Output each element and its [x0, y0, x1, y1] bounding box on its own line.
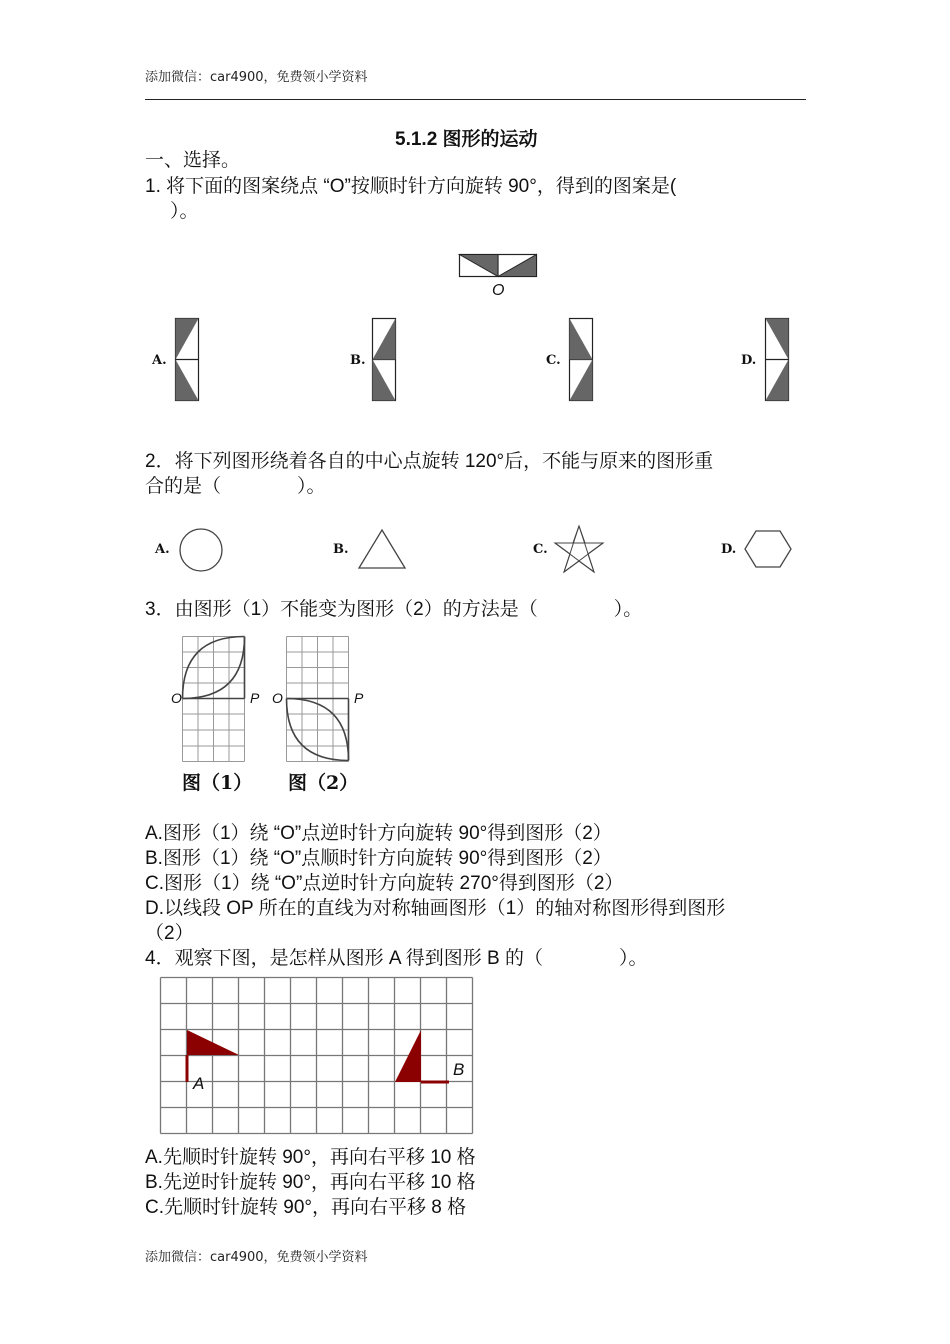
q3-figure-1-grid: [182, 636, 248, 766]
q1-option-c-figure[interactable]: [569, 318, 594, 402]
q2-option-b-label[interactable]: B.: [333, 542, 349, 557]
q4-choice-c[interactable]: C.先顺时针旋转 90°，再向右平移 8 格: [145, 1197, 467, 1218]
q3-figure-2-grid: [286, 636, 352, 766]
q1-point-o-label: O: [492, 282, 505, 299]
circle-icon[interactable]: [178, 527, 226, 575]
q3-choice-a[interactable]: A.图形（1）绕 “O”点逆时针方向旋转 90°得到图形（2）: [145, 823, 612, 844]
q4-label-b: B: [453, 1060, 465, 1079]
q3-choice-b[interactable]: B.图形（1）绕 “O”点顺时针方向旋转 90°得到图形（2）: [145, 848, 612, 869]
q2-option-a-label[interactable]: A.: [155, 542, 170, 557]
section-heading: 一、选择。: [145, 150, 241, 171]
q4-choice-b[interactable]: B.先逆时针旋转 90°，再向右平移 10 格: [145, 1172, 476, 1193]
q1-option-b-figure[interactable]: [372, 318, 397, 402]
q2-line2: 合的是（ ）。: [145, 476, 326, 497]
q4-grid-figure: [159, 976, 477, 1136]
q2-option-c-label[interactable]: C.: [533, 542, 548, 557]
q3-choice-c[interactable]: C.图形（1）绕 “O”点逆时针方向旋转 270°得到图形（2）: [145, 873, 624, 894]
q1-line1: 1. 将下面的图案绕点 “O”按顺时针方向旋转 90°，得到的图案是(: [145, 176, 677, 197]
q1-option-c-label[interactable]: C.: [546, 353, 561, 368]
q4-label-a: A: [193, 1074, 205, 1093]
q1-option-a-label[interactable]: A.: [152, 353, 167, 368]
q3-line1: 3．由图形（1）不能变为图形（2）的方法是（ ）。: [145, 599, 643, 620]
star-icon[interactable]: [555, 525, 605, 575]
q1-line2: ）。: [170, 201, 199, 222]
q1-option-d-label[interactable]: D.: [741, 353, 757, 368]
header-note: 添加微信：car4900，免费领小学资料: [145, 70, 368, 85]
q3-choice-d[interactable]: D.以线段 OP 所在的直线为对称轴画图形（1）的轴对称图形得到图形: [145, 898, 726, 919]
q2-line1: 2．将下列图形绕着各自的中心点旋转 120°后，不能与原来的图形重: [145, 451, 714, 472]
q1-option-d-figure[interactable]: [765, 318, 790, 402]
q3-fig2-point-o: O: [272, 690, 283, 706]
q3-fig1-point-o: O: [171, 690, 182, 706]
q1-option-b-label[interactable]: B.: [350, 353, 366, 368]
q3-fig2-caption: 图（2）: [288, 772, 359, 794]
doc-title: 5.1.2 图形的运动: [395, 129, 538, 150]
q4-line1: 4．观察下图，是怎样从图形 A 得到图形 B 的（ ）。: [145, 948, 648, 969]
q3-fig1-point-p: P: [250, 690, 260, 706]
triangle-icon[interactable]: [358, 529, 408, 571]
q3-choice-d-cont: （2）: [145, 923, 194, 944]
q3-fig1-caption: 图（1）: [182, 772, 253, 794]
header-divider: [145, 99, 806, 100]
hexagon-icon[interactable]: [745, 530, 793, 570]
q4-choice-a[interactable]: A.先顺时针旋转 90°，再向右平移 10 格: [145, 1147, 476, 1168]
footer-note: 添加微信：car4900，免费领小学资料: [145, 1250, 368, 1265]
q3-fig2-point-p: P: [354, 690, 364, 706]
q1-option-a-figure[interactable]: [175, 318, 200, 402]
q2-option-d-label[interactable]: D.: [721, 542, 737, 557]
